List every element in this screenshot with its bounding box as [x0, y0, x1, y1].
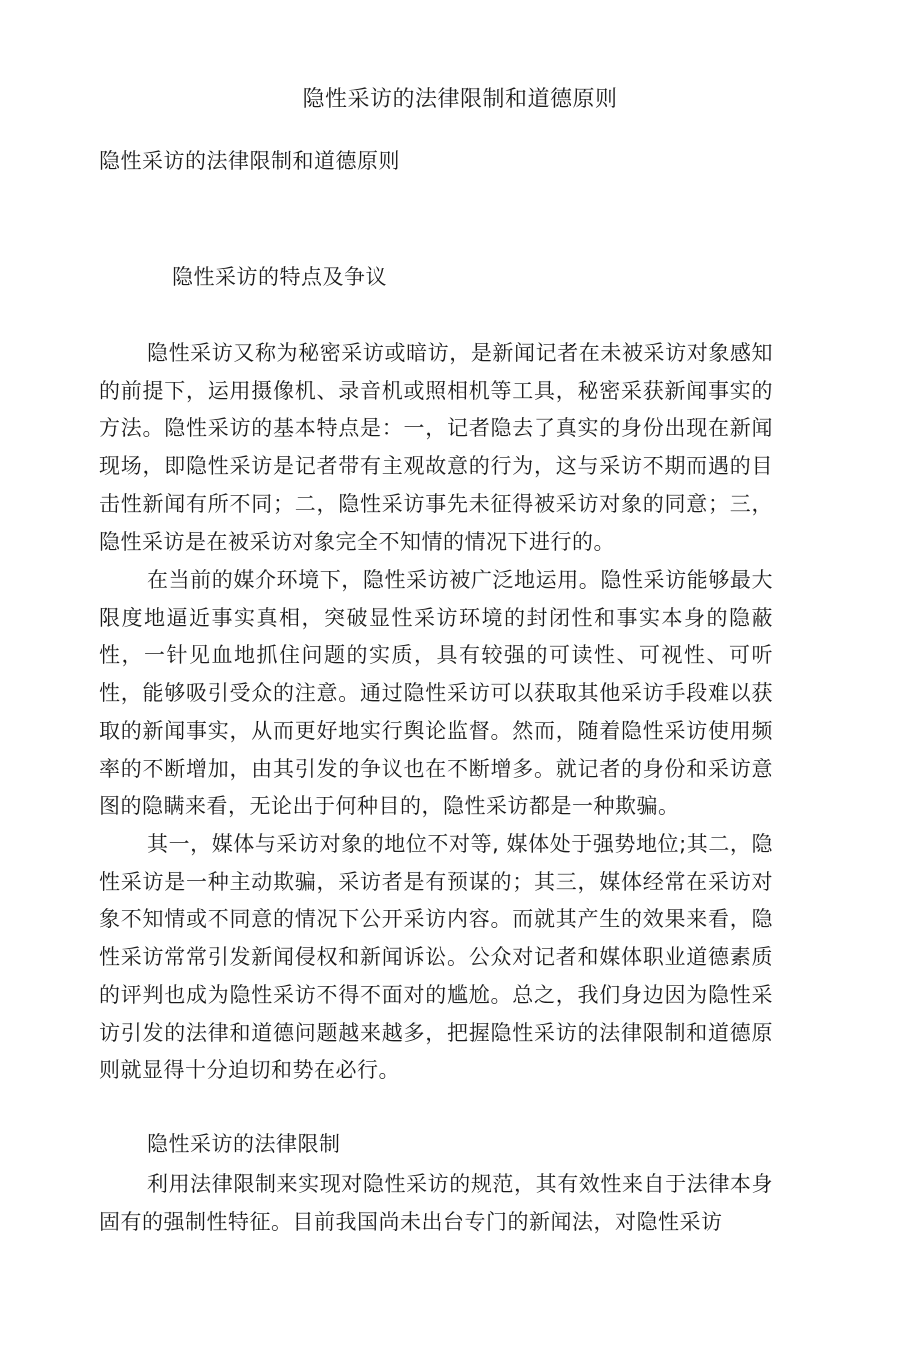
paragraph: 利用法律限制来实现对隐性采访的规范，其有效性来自于法律本身固有的强制性特征。目前我国尚未出台专门的新闻法，对隐性采访	[99, 1172, 773, 1234]
section-heading-features: 隐性采访的特点及争议	[172, 265, 387, 289]
document-subtitle: 隐性采访的法律限制和道德原则	[99, 149, 400, 173]
paragraph: 隐性采访又称为秘密采访或暗访，是新闻记者在未被采访对象感知的前提下，运用摄像机、录音机或照相机等工具，秘密采获新闻事实的方法。隐性采访的基本特点是：一，记者隐去了真实的身份出现在新闻现场，即隐性采访是记者带有主观故意的行为，这与采访不期而遇的目击性新闻有所不同；二，隐性采访事先未征得被采访对象的同意；三，隐性采访是在被采访对象完全不知情的情况下进行的。	[99, 341, 773, 554]
section-heading-legal-limits: 隐性采访的法律限制	[147, 1132, 341, 1156]
paragraph: 在当前的媒介环境下，隐性采访被广泛地运用。隐性采访能够最大限度地逼近事实真相，突破显性采访环境的封闭性和事实本身的隐蔽性，一针见血地抓住问题的实质，具有较强的可读性、可视性、可听性，能够吸引受众的注意。通过隐性采访可以获取其他采访手段难以获取的新闻事实，从而更好地实行舆论监督。然而，随着隐性采访使用频率的不断增加，由其引发的争议也在不断增多。就记者的身份和采访意图的隐瞒来看，无论出于何种目的，隐性采访都是一种欺骗。	[99, 568, 773, 819]
paragraph: 其一，媒体与采访对象的地位不对等, 媒体处于强势地位;其二，隐性采访是一种主动欺骗，采访者是有预谋的；其三，媒体经常在采访对象不知情或不同意的情况下公开采访内容。而就其产生的效果来看，隐性采访常常引发新闻侵权和新闻诉讼。公众对记者和媒体职业道德素质的评判也成为隐性采访不得不面对的尴尬。总之，我们身边因为隐性采访引发的法律和道德问题越来越多，把握隐性采访的法律限制和道德原则就显得十分迫切和势在必行。	[99, 832, 773, 1083]
document-title: 隐性采访的法律限制和道德原则	[302, 87, 618, 112]
